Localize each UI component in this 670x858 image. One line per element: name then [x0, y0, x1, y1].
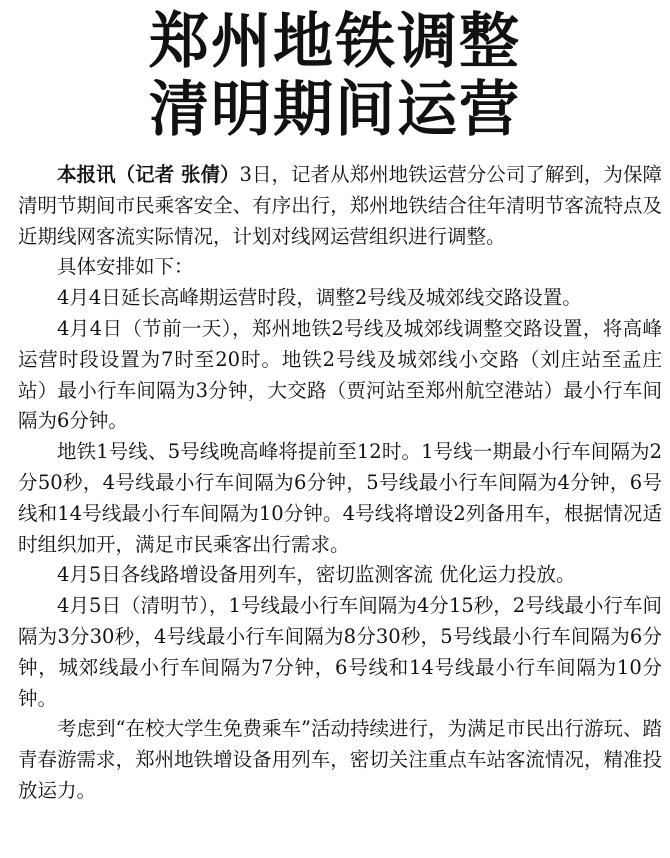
article-body — [18, 160, 662, 807]
article-paragraph-4: 4月4日（节前一天），郑州地铁2号线及城郊线调整交路设置，将高峰运营时段设置为7时至20时。地铁2号线及城郊线小交路（刘庄站至孟庄站）最小行车间隔为3分钟，大交路（贾河站至郑州航空港站）最小行车间隔为6分钟。 — [18, 316, 662, 433]
headline-line-2: 清明期间运营 — [149, 75, 521, 145]
article-paragraph-3: 4月4日延长高峰期运营时段，调整2号线及城郊线交路设置。 — [57, 286, 582, 310]
article-paragraph-1 — [18, 160, 662, 252]
byline: 本报讯（记者 张倩） — [57, 163, 240, 186]
headline — [0, 8, 670, 144]
headline-line-1: 郑州地铁调整 — [149, 7, 521, 77]
article-paragraph-8: 考虑到“在校大学生免费乘车”活动持续进行，为满足市民出行游玩、踏青春游需求，郑州地铁增设备用列车，密切关注重点车站客流情况，精准投放运力。 — [18, 717, 662, 802]
article-paragraph-2: 具体安排如下： — [57, 255, 194, 279]
article-paragraph-1-text: 3日，记者从郑州地铁运营分公司了解到，为保障清明节期间市民乘客安全、有序出行，郑州地铁结合往年清明节客流特点及近期线网客流实际情况，计划对线网运营组织进行调整。 — [18, 163, 662, 248]
article-paragraph-6: 4月5日各线路增设备用列车，密切监测客流 优化运力投放。 — [57, 563, 576, 587]
article-paragraph-5: 地铁1号线、5号线晚高峰将提前至12时。1号线一期最小行车间隔为2分50秒，4号线最小行车间隔为6分钟，5号线最小行车间隔为4分钟，6号线和14号线最小行车间隔为10分钟。4号线将增设2列备用车，根据情况适时组织加开，满足市民乘客出行需求。 — [18, 440, 662, 556]
article-paragraph-7: 4月5日（清明节），1号线最小行车间隔为4分15秒，2号线最小行车间隔为3分30秒，4号线最小行车间隔为8分30秒，5号线最小行车间隔为6分钟，城郊线最小行车间隔为7分钟，6号线和14号线最小行车间隔为10分钟。 — [18, 594, 662, 710]
